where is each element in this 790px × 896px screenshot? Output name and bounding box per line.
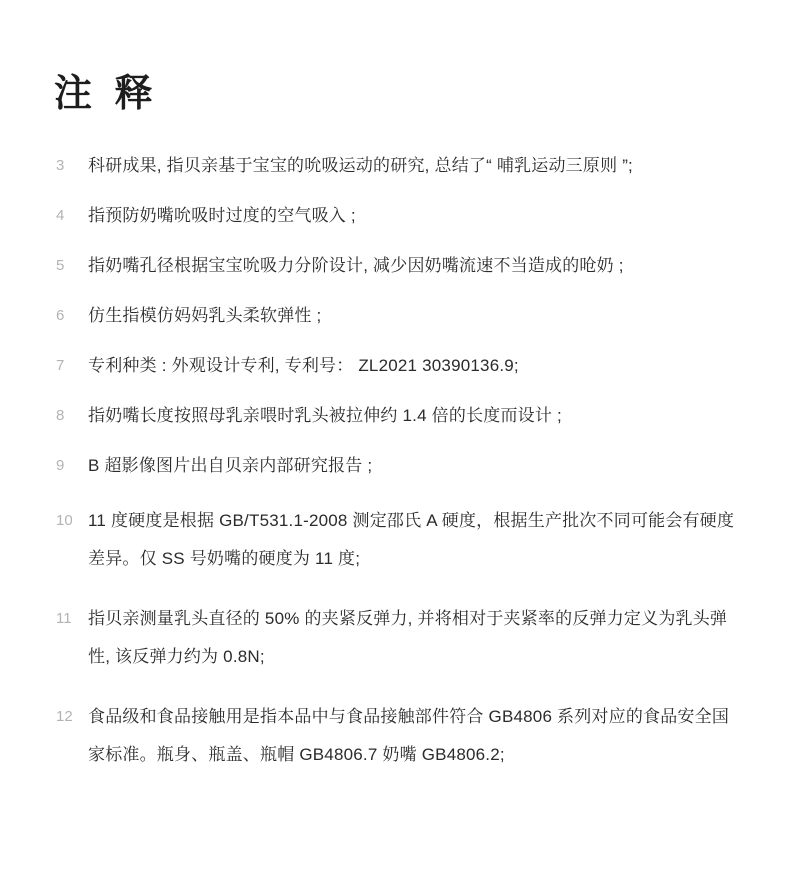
- page-title: 注 释: [54, 73, 159, 115]
- note-number: 4: [56, 206, 65, 224]
- note-text: 指贝亲测量乳头直径的 50% 的夹紧反弹力, 并将相对于夹紧率的反弹力定义为乳头弹性, 该反弹力约为 0.8N;: [88, 608, 728, 666]
- note-number: 11: [56, 609, 72, 627]
- note-text: 科研成果, 指贝亲基于宝宝的吮吸运动的研究, 总结了“ 哺乳运动三原则 ”;: [88, 155, 633, 175]
- note-number: 10: [56, 511, 73, 529]
- note-number: 3: [56, 156, 65, 174]
- note-item: [54, 452, 744, 480]
- note-number: 5: [56, 256, 65, 274]
- note-text: B 超影像图片出自贝亲内部研究报告 ;: [88, 455, 373, 475]
- note-number: 6: [56, 306, 65, 324]
- note-number: 8: [56, 406, 65, 424]
- note-item: [54, 202, 744, 230]
- notes-list: [54, 152, 744, 774]
- note-item: [54, 302, 744, 330]
- note-item: [54, 352, 744, 380]
- note-text: 指奶嘴孔径根据宝宝吮吸力分阶设计, 减少因奶嘴流速不当造成的呛奶 ;: [88, 255, 624, 275]
- note-item: [54, 252, 744, 280]
- note-text: 11 度硬度是根据 GB/T531.1-2008 测定邵氏 A 硬度，根据生产批次不同可能会有硬度差异。仅 SS 号奶嘴的硬度为 11 度;: [88, 510, 735, 568]
- note-item: [54, 698, 744, 774]
- note-text: 专利种类 : 外观设计专利, 专利号： ZL2021 30390136.9;: [88, 355, 519, 375]
- note-item: [54, 152, 744, 180]
- note-item: [54, 600, 744, 676]
- note-number: 7: [56, 356, 65, 374]
- note-item: [54, 502, 744, 578]
- note-text: 仿生指模仿妈妈乳头柔软弹性 ;: [88, 305, 322, 325]
- note-number: 9: [56, 456, 65, 474]
- note-text: 指预防奶嘴吮吸时过度的空气吸入 ;: [88, 205, 356, 225]
- note-text: 食品级和食品接触用是指本品中与食品接触部件符合 GB4806 系列对应的食品安全国家标准。瓶身、瓶盖、瓶帽 GB4806.7 奶嘴 GB4806.2;: [88, 706, 730, 764]
- note-number: 12: [56, 707, 73, 725]
- note-item: [54, 402, 744, 430]
- note-text: 指奶嘴长度按照母乳亲喂时乳头被拉伸约 1.4 倍的长度而设计 ;: [88, 405, 562, 425]
